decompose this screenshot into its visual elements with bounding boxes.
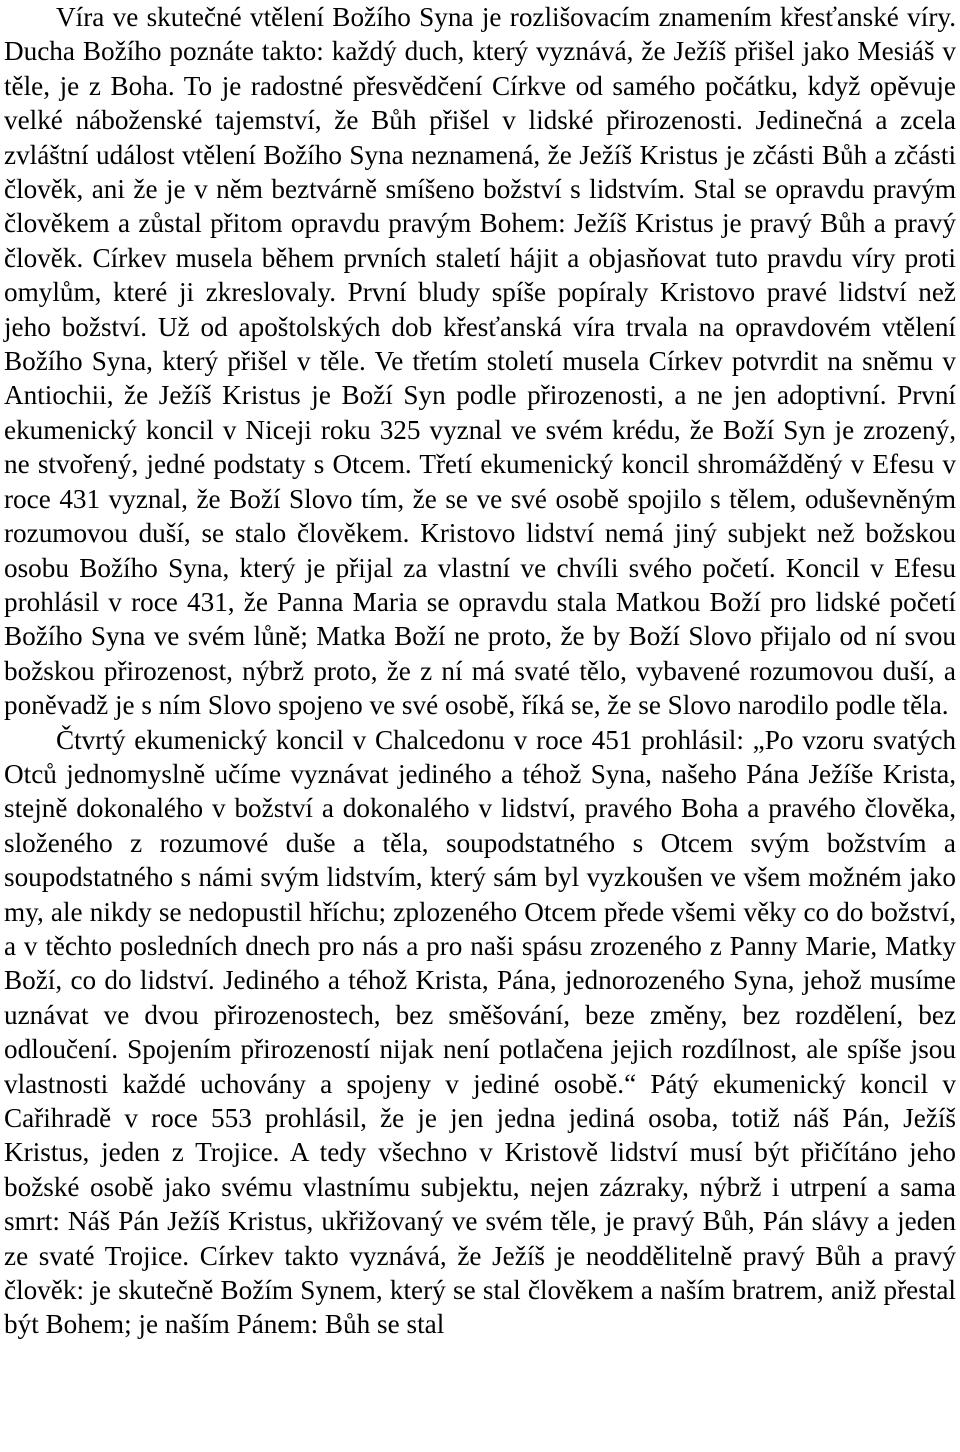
paragraph-2: Čtvrtý ekumenický koncil v Chalcedonu v roce 451 prohlásil: „Po vzoru svatých Otců jednomyslně učíme vyznávat jediného a téhož Syna, našeho Pána Ježíše Krista, stejně dokonalého v božství a dokonalého v lidství, pravého Boha a pravého člověka, složeného z rozumové duše a těla, soupodstatného s Otcem svým božstvím a soupodstatného s námi svým lidstvím, který sám byl vyzkoušen ve všem možném jako my, ale nikdy se nedopustil hříchu; zplozeného Otcem přede všemi věky co do božství, a v těchto posledních dnech pro nás a pro naši spásu zrozeného z Panny Marie, Matky Boží, co do lidství. Jediného a téhož Krista, Pána, jednorozeného Syna, jehož musíme uznávat ve dvou přirozenostech, bez směšování, beze změny, bez rozdělení, bez odloučení. Spojením přirozeností nijak není potlačena jejich rozdílnost, ale spíše jsou vlastnosti každé uchovány a spojeny v jediné osobě.“ Pátý ekumenický koncil v Cařihradě v roce 553 prohlásil, že je jen jedna jediná osoba, totiž náš Pán, Ježíš Kristus, jeden z Trojice. A tedy všechno v Kristově lidství musí být přičítáno jeho božské osobě jako svému vlastnímu subjektu, nejen zázraky, nýbrž i utrpení a sama smrt: Náš Pán Ježíš Kristus, ukřižovaný ve svém těle, je pravý Bůh, Pán slávy a jeden ze svaté Trojice. Církev takto vyznává, že Ježíš je neoddělitelně pravý Bůh a pravý člověk: je skutečně Božím Synem, který se stal člověkem a naším bratrem, aniž přestal být Bohem; je naším Pánem: Bůh se stal: [4, 724, 956, 1340]
paragraph-1: Víra ve skutečné vtělení Božího Syna je rozlišovacím znamením křesťanské víry. Ducha Božího poznáte takto: každý duch, který vyznává, že Ježíš přišel jako Mesiáš v těle, je z Boha. To je radostné přesvědčení Církve od samého počátku, když opěvuje velké náboženské tajemství, že Bůh přišel v lidské přirozenosti. Jedinečná a zcela zvláštní událost vtělení Božího Syna neznamená, že Ježíš Kristus je zčásti Bůh a zčásti člověk, ani že je v něm beztvárně smíšeno božství s lidstvím. Stal se opravdu pravým člověkem a zůstal přitom opravdu pravým Bohem: Ježíš Kristus je pravý Bůh a pravý člověk. Církev musela během prvních staletí hájit a objasňovat tuto pravdu víry proti omylům, které ji zkreslovaly. První bludy spíše popíraly Kristovo pravé lidství než jeho božství. Už od apoštolských dob křesťanská víra trvala na opravdovém vtělení Božího Syna, který přišel v těle. Ve třetím století musela Církev potvrdit na sněmu v Antiochii, že Ježíš Kristus je Boží Syn podle přirozenosti, a ne jen adoptivní. První ekumenický koncil v Niceji roku 325 vyznal ve svém krédu, že Boží Syn je zrozený, ne stvořený, jedné podstaty s Otcem. Třetí ekumenický koncil shromážděný v Efesu v roce 431 vyznal, že Boží Slovo tím, že se ve své osobě spojilo s tělem, oduševněným rozumovou duší, se stalo člověkem. Kristovo lidství nemá jiný subjekt než božskou osobu Božího Syna, který je přijal za vlastní ve chvíli svého početí. Koncil v Efesu prohlásil v roce 431, že Panna Maria se opravdu stala Matkou Boží pro lidské početí Božího Syna ve svém lůně; Matka Boží ne proto, že by Boží Slovo přijalo od ní svou božskou přirozenost, nýbrž proto, že z ní má svaté tělo, vybavené rozumovou duší, a poněvadž je s ním Slovo spojeno ve své osobě, říká se, že se Slovo narodilo podle těla.: [4, 2, 956, 721]
document-page: [4, 0, 956, 1342]
